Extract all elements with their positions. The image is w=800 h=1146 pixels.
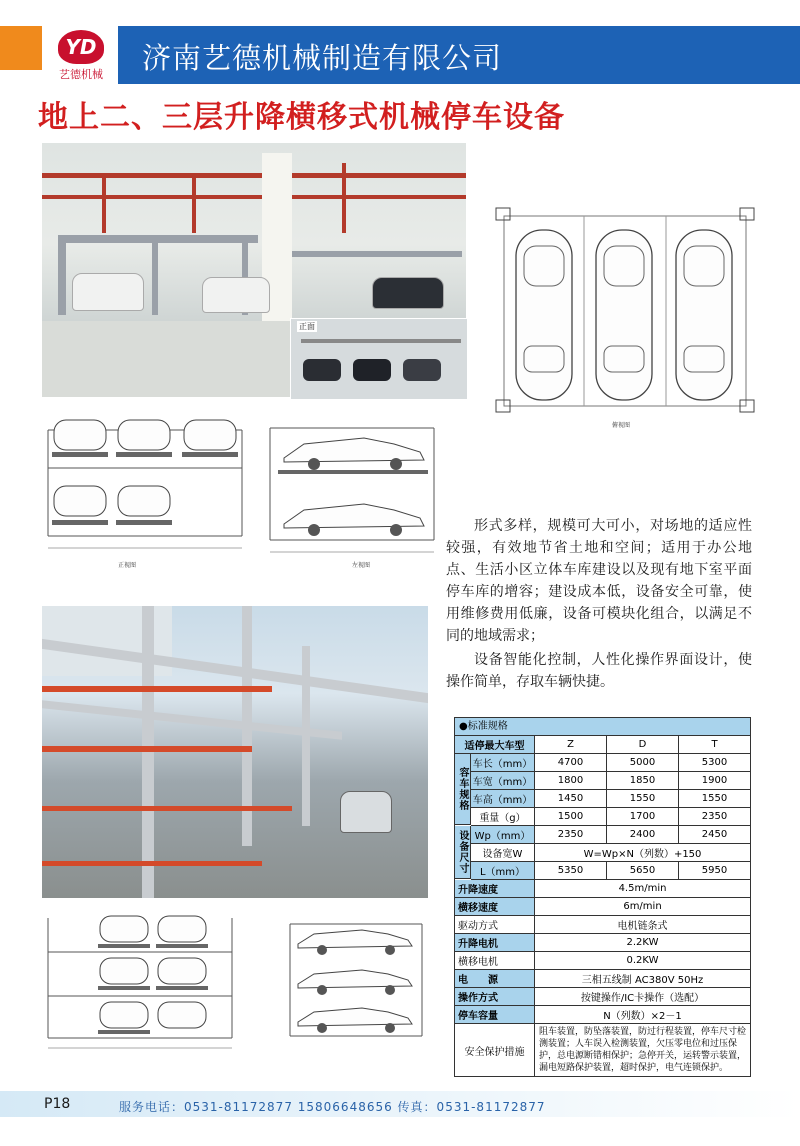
spec-row: 重量（g） 1500 1700 2350: [471, 808, 750, 826]
logo-name: 艺德机械: [59, 68, 103, 81]
spec-row: L（mm） 5350 5650 5950: [471, 862, 750, 880]
spec-row: 升降速度 4.5m/min: [455, 880, 750, 898]
spec-model-row: 适停最大车型 Z D T: [455, 736, 750, 754]
outdoor-garage-photo: [42, 606, 428, 898]
spec-row: 电 源 三相五线制 AC380V 50Hz: [455, 970, 750, 988]
front-view-caption: 正视图: [118, 562, 137, 569]
side-view-caption: 左视图: [352, 562, 371, 569]
page-title: 地上二、三层升降横移式机械停车设备: [38, 100, 565, 135]
contact-info: 服务电话：0531-81172877 15806648656 传真：0531-81172877: [119, 1100, 546, 1114]
spec-row: 设备宽W W=Wp×N（列数）+150: [471, 844, 750, 862]
company-name: 济南艺德机械制造有限公司: [142, 41, 503, 75]
three-level-front-drawing: [42, 912, 238, 1058]
top-view-drawing: [494, 206, 756, 416]
page-number: P18: [44, 1096, 71, 1112]
spec-row: 车高（mm） 1450 1550 1550: [471, 790, 750, 808]
spec-row: 横移速度 6m/min: [455, 898, 750, 916]
spec-table: [454, 717, 751, 1077]
spec-group-car: 容车规格: [455, 754, 471, 825]
spec-row: 停车容量 N（列数）×2－1: [455, 1006, 750, 1024]
description-paragraph-2: 设备智能化控制，人性化操作界面设计，使操作简单，存取车辆快捷。: [446, 652, 752, 690]
header-bar: [118, 26, 800, 84]
three-level-side-drawing: [282, 918, 432, 1050]
spec-row: 横移电机 0.2KW: [455, 952, 750, 970]
company-logo: [46, 26, 116, 84]
inset-label: 正面: [299, 322, 315, 331]
logo-mark: YD: [58, 30, 104, 64]
spec-row: 车长（mm） 4700 5000 5300: [471, 754, 750, 772]
spec-safety-row: 安全保护措施 阻车装置，防坠落装置，防过行程装置，停车尺寸检测装置；人车误入检测装置，欠压零电位和过压保护，总电源断错相保护；急停开关，运转警示装置，漏电短路保护装置，超时保护，电气连锁保护。: [455, 1024, 750, 1076]
spec-row: Wp（mm） 2350 2400 2450: [471, 826, 750, 844]
spec-table-header: ●标准规格: [455, 718, 750, 736]
spec-row: 升降电机 2.2KW: [455, 934, 750, 952]
front-view-drawing: [42, 416, 248, 556]
footer-bar: [0, 1091, 800, 1117]
garage-front-inset: [290, 318, 468, 400]
description-paragraph-1: 形式多样，规模可大可小，对场地的适应性较强，有效地节省土地和空间；适用于办公地点、生活小区立体车库建设以及现有地下室平面停车库的增容；建设成本低，设备安全可靠，使用维修费用低廉，设备可模块化组合，以满足不同的地域需求；: [446, 518, 752, 644]
spec-row: 操作方式 按键操作/IC卡操作（选配）: [455, 988, 750, 1006]
top-view-caption: 俯视图: [612, 422, 631, 429]
header-accent: [0, 26, 42, 70]
spec-group-equipment: 设备尺寸: [455, 826, 471, 879]
side-view-drawing: [264, 420, 440, 558]
spec-row: 驱动方式 电机链条式: [455, 916, 750, 934]
spec-row: 车宽（mm） 1800 1850 1900: [471, 772, 750, 790]
